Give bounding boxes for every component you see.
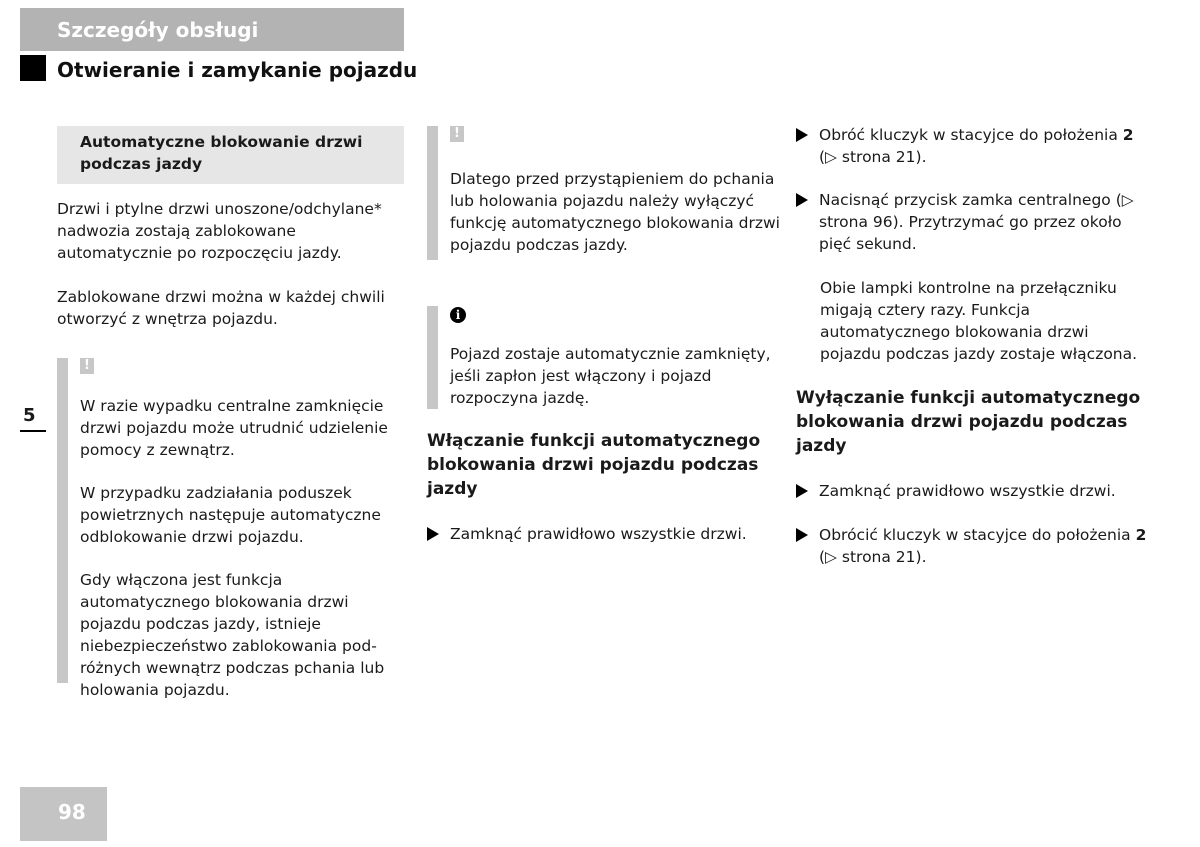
warning-icon: ! [450, 126, 464, 142]
step-item [427, 523, 782, 545]
warning-text-1: W razie wypadku centralne zamknięcie drzwi pojazdu może utrudnić udzielenie pomocy z zewnątrz. [80, 397, 388, 459]
warning-bar [57, 358, 68, 683]
info-text: Pojazd zostaje automatycznie zamknięty, jeśli zapłon jest włączony i pojazd rozpoczyna jazdę. [450, 345, 771, 407]
enable-heading: Włączanie funkcji automatycznego blokowania drzwi pojazdu podczas jazdy [427, 431, 761, 499]
step-note: Obie lampki kontrolne na przełączniku migają cztery razy. Funkcja automatycznego blokowania drzwi pojazdu podczas jazdy zostaje włączona. [820, 279, 1138, 363]
bullet-triangle-icon [796, 128, 808, 142]
bullet-triangle-icon [796, 528, 808, 542]
subheading-box [57, 126, 404, 184]
step-item [796, 524, 1151, 568]
position-value: 2 [1135, 526, 1147, 544]
warning-text-3: Gdy włączona jest funkcja automatycznego blokowania drzwi pojazdu podczas jazdy, istnieje niebezpieczeństwo zablokowania podróżnych wewnątrz podczas pchania lub holowania pojazdu. [80, 571, 385, 699]
page-number-box [20, 787, 107, 841]
page-number: 98 [58, 800, 86, 824]
disable-heading: Wyłączanie funkcji automatycznego blokowania drzwi pojazdu podczas jazdy [796, 388, 1141, 456]
step-text: Nacisnąć przycisk zamka centralnego (▷ strona 96). Przytrzymać go przez około pięć sekund. [819, 191, 1134, 253]
step-text: Obróć kluczyk w stacyjce do położenia [819, 126, 1118, 144]
step-item [796, 189, 1151, 255]
page-title: Otwieranie i zamykanie pojazdu [57, 58, 418, 82]
step-item [796, 480, 1151, 502]
unlock-paragraph: Zablokowane drzwi można w każdej chwili otworzyć z wnętrza pojazdu. [57, 288, 385, 328]
section-title: Szczegóły obsługi [57, 18, 259, 42]
warning-text: Dlatego przed przystąpieniem do pchania lub holowania pojazdu należy wyłączyć funkcję automatycznego blokowania drzwi pojazdu podczas jazdy. [450, 170, 780, 254]
chapter-underline [20, 430, 46, 432]
page-reference: (▷ strona 21). [819, 548, 927, 566]
bullet-triangle-icon [427, 527, 439, 541]
intro-paragraph: Drzwi i ptylne drzwi unoszone/odchylane* nadwozia zostają zablokowane automatycznie po rozpoczęciu jazdy. [57, 200, 382, 262]
position-value: 2 [1122, 126, 1134, 144]
bullet-triangle-icon [796, 484, 808, 498]
warning-icon: ! [80, 358, 94, 374]
warning-bar [427, 126, 438, 260]
step-text: Zamknąć prawidłowo wszystkie drzwi. [819, 482, 1116, 500]
info-bar [427, 306, 438, 409]
title-marker [20, 55, 46, 81]
warning-text-2: W przypadku zadziałania poduszek powietrznych następuje automatyczne odblokowanie drzwi pojazdu. [80, 484, 381, 546]
chapter-number: 5 [23, 405, 36, 426]
step-item [796, 124, 1151, 168]
info-icon: i [450, 307, 466, 323]
subheading: Automatyczne blokowanie drzwi podczas jazdy [80, 133, 363, 173]
page-reference: (▷ strona 21). [819, 148, 927, 166]
section-header-band [20, 8, 404, 51]
bullet-triangle-icon [796, 193, 808, 207]
step-text: Zamknąć prawidłowo wszystkie drzwi. [450, 525, 747, 543]
step-text: Obrócić kluczyk w stacyjce do położenia [819, 526, 1131, 544]
chapter-tab [20, 404, 46, 432]
